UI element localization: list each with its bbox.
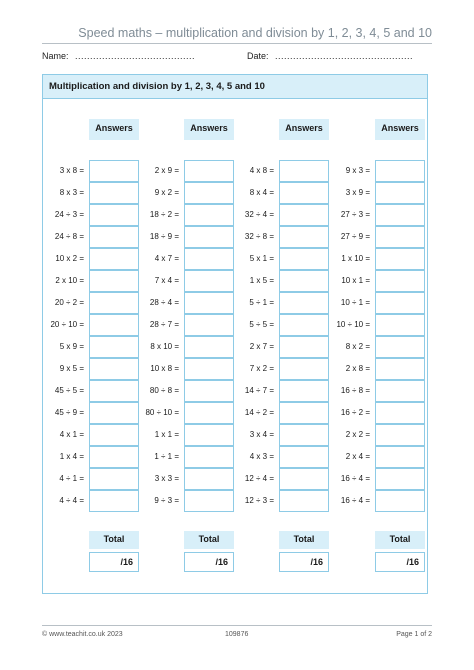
- question-label: 10 x 1 =: [341, 276, 370, 285]
- question-label: 20 ÷ 10 =: [50, 320, 84, 329]
- date-field[interactable]: ..............................................: [275, 51, 414, 61]
- question-label: 16 ÷ 2 =: [340, 408, 370, 417]
- question-label: 27 ÷ 9 =: [340, 232, 370, 241]
- question-label: 5 x 1 =: [249, 254, 274, 263]
- question-label: 32 ÷ 4 =: [244, 210, 274, 219]
- question-label: 27 ÷ 3 =: [340, 210, 370, 219]
- answer-box[interactable]: [375, 314, 425, 336]
- question-label: 4 x 1 =: [59, 430, 84, 439]
- question-label: 9 x 2 =: [154, 188, 179, 197]
- question-label: 9 x 5 =: [59, 364, 84, 373]
- question-label: 10 ÷ 1 =: [340, 298, 370, 307]
- question-label: 2 x 10 =: [55, 276, 84, 285]
- question-label: 12 ÷ 3 =: [244, 496, 274, 505]
- answer-box[interactable]: [375, 182, 425, 204]
- question-label: 7 x 2 =: [249, 364, 274, 373]
- question-label: 45 ÷ 5 =: [54, 386, 84, 395]
- question-label: 28 ÷ 7 =: [149, 320, 179, 329]
- footer-divider: [42, 625, 432, 626]
- question-label: 1 x 10 =: [341, 254, 370, 263]
- footer-page: Page 1 of 2: [396, 631, 432, 638]
- answer-box[interactable]: [375, 248, 425, 270]
- question-label: 1 x 1 =: [154, 430, 179, 439]
- footer-doc-number: 109876: [225, 631, 249, 638]
- total-box[interactable]: /16: [375, 552, 425, 572]
- answers-header: Answers: [184, 119, 234, 140]
- answer-box[interactable]: [375, 402, 425, 424]
- answer-box[interactable]: [375, 446, 425, 468]
- total-header: Total: [89, 531, 139, 549]
- question-label: 12 ÷ 4 =: [244, 474, 274, 483]
- question-label: 9 x 3 =: [345, 166, 370, 175]
- answers-header: Answers: [375, 119, 425, 140]
- answer-box[interactable]: [375, 270, 425, 292]
- question-label: 18 ÷ 2 =: [149, 210, 179, 219]
- question-label: 3 x 9 =: [345, 188, 370, 197]
- question-label: 80 ÷ 8 =: [149, 386, 179, 395]
- date-label: Date:: [247, 51, 269, 61]
- question-label: 10 ÷ 10 =: [336, 320, 370, 329]
- question-label: 8 x 10 =: [150, 342, 179, 351]
- question-label: 24 ÷ 8 =: [54, 232, 84, 241]
- answer-box[interactable]: [375, 204, 425, 226]
- question-label: 32 ÷ 8 =: [244, 232, 274, 241]
- question-label: 8 x 2 =: [345, 342, 370, 351]
- total-box[interactable]: /16: [184, 552, 234, 572]
- question-label: 4 x 8 =: [249, 166, 274, 175]
- answer-box[interactable]: [375, 380, 425, 402]
- question-label: 20 ÷ 2 =: [54, 298, 84, 307]
- question-label: 2 x 2 =: [345, 430, 370, 439]
- total-header: Total: [184, 531, 234, 549]
- answer-box[interactable]: [375, 160, 425, 182]
- question-label: 10 x 2 =: [55, 254, 84, 263]
- answers-header: Answers: [279, 119, 329, 140]
- name-line: [42, 51, 195, 61]
- date-line: [247, 51, 413, 61]
- question-label: 5 ÷ 1 =: [249, 298, 274, 307]
- answer-box[interactable]: [375, 490, 425, 512]
- question-label: 3 x 3 =: [154, 474, 179, 483]
- question-label: 18 ÷ 9 =: [149, 232, 179, 241]
- question-label: 3 x 8 =: [59, 166, 84, 175]
- name-label: Name:: [42, 51, 69, 61]
- question-label: 16 ÷ 4 =: [340, 496, 370, 505]
- question-label: 45 ÷ 9 =: [54, 408, 84, 417]
- question-label: 5 x 9 =: [59, 342, 84, 351]
- question-label: 3 x 4 =: [249, 430, 274, 439]
- question-label: 28 ÷ 4 =: [149, 298, 179, 307]
- answer-box[interactable]: [375, 292, 425, 314]
- answer-box[interactable]: [375, 424, 425, 446]
- question-label: 24 ÷ 3 =: [54, 210, 84, 219]
- question-label: 16 ÷ 8 =: [340, 386, 370, 395]
- question-label: 2 x 8 =: [345, 364, 370, 373]
- question-label: 14 ÷ 7 =: [244, 386, 274, 395]
- answer-box[interactable]: [375, 468, 425, 490]
- question-label: 8 x 4 =: [249, 188, 274, 197]
- total-header: Total: [375, 531, 425, 549]
- question-label: 1 x 4 =: [59, 452, 84, 461]
- answer-box[interactable]: [375, 358, 425, 380]
- name-field[interactable]: ........................................: [75, 51, 196, 61]
- question-label: 1 ÷ 1 =: [154, 452, 179, 461]
- question-label: 4 x 3 =: [249, 452, 274, 461]
- answer-box[interactable]: [375, 336, 425, 358]
- question-label: 1 x 5 =: [249, 276, 274, 285]
- question-label: 80 ÷ 10 =: [145, 408, 179, 417]
- worksheet-heading: Multiplication and division by 1, 2, 3, 4, 5 and 10: [43, 75, 427, 99]
- question-label: 16 ÷ 4 =: [340, 474, 370, 483]
- answer-box[interactable]: [375, 226, 425, 248]
- question-label: 9 ÷ 3 =: [154, 496, 179, 505]
- question-label: 14 ÷ 2 =: [244, 408, 274, 417]
- question-label: 7 x 4 =: [154, 276, 179, 285]
- question-label: 8 x 3 =: [59, 188, 84, 197]
- total-box[interactable]: /16: [89, 552, 139, 572]
- question-label: 2 x 9 =: [154, 166, 179, 175]
- question-label: 2 x 4 =: [345, 452, 370, 461]
- question-label: 5 ÷ 5 =: [249, 320, 274, 329]
- footer-copyright: © www.teachit.co.uk 2023: [42, 631, 123, 638]
- question-label: 10 x 8 =: [150, 364, 179, 373]
- header-divider: [42, 43, 432, 44]
- question-label: 4 ÷ 4 =: [59, 496, 84, 505]
- question-label: 2 x 7 =: [249, 342, 274, 351]
- page-title: Speed maths – multiplication and division by 1, 2, 3, 4, 5 and 10: [78, 26, 432, 40]
- total-header: Total: [279, 531, 329, 549]
- question-label: 4 ÷ 1 =: [59, 474, 84, 483]
- total-box[interactable]: /16: [279, 552, 329, 572]
- worksheet-panel: [42, 74, 428, 594]
- question-label: 4 x 7 =: [154, 254, 179, 263]
- answers-header: Answers: [89, 119, 139, 140]
